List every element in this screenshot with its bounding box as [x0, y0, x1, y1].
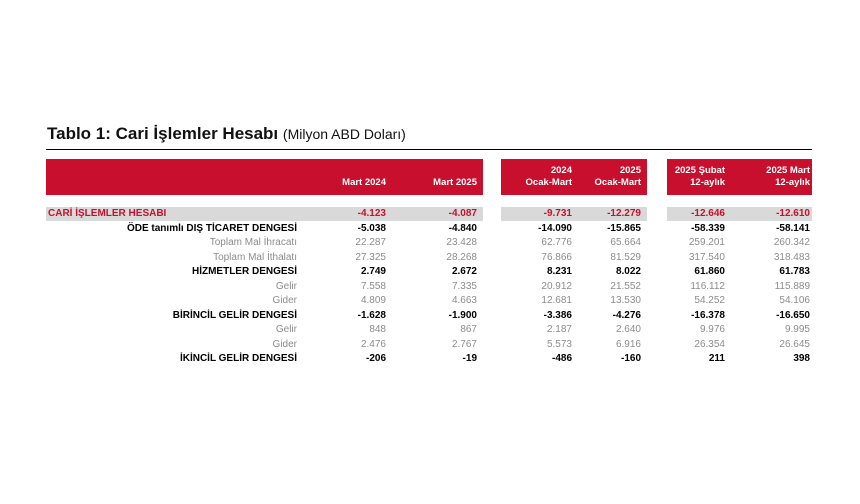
row-value: 2.767 [451, 338, 477, 350]
row-label: Gider [272, 338, 297, 350]
row-value: -14.090 [538, 222, 572, 234]
table-row [0, 207, 860, 221]
row-value: -12.279 [607, 208, 641, 219]
table-row [0, 352, 860, 366]
table-row [0, 236, 860, 250]
column-header-line2: Ocak-Mart [594, 177, 641, 188]
table-title-unit: (Milyon ABD Doları) [282, 126, 406, 142]
table-row [0, 265, 860, 279]
row-value: 12.681 [541, 295, 572, 306]
row-value: 116.112 [690, 280, 725, 292]
row-value: -12.610 [776, 208, 810, 219]
row-value: 26.354 [694, 338, 725, 350]
row-value: -12.646 [691, 208, 725, 219]
row-value: 2.749 [360, 266, 386, 277]
column-header-line2: 12-aylık [775, 177, 810, 188]
row-value: 61.860 [694, 266, 725, 277]
row-value: 22.287 [355, 237, 386, 248]
row-label: Gelir [275, 280, 297, 292]
row-value: 65.664 [610, 237, 641, 248]
row-value: 21.552 [610, 280, 641, 292]
column-header-line1: 2025 Mart [766, 165, 810, 176]
column-header-line1 [296, 165, 386, 177]
row-value: 211 [708, 353, 725, 364]
row-value: -16.378 [691, 309, 725, 321]
column-header-line2: Mart 2024 [342, 177, 386, 188]
row-value: 28.268 [446, 251, 477, 263]
column-header-1 [296, 165, 386, 189]
row-value: -19 [462, 353, 477, 364]
row-value: 9.995 [784, 324, 810, 335]
column-header-5 [635, 165, 725, 189]
row-value: 13.530 [610, 295, 641, 306]
row-value: 867 [460, 324, 477, 335]
row-value: 317.540 [688, 251, 725, 263]
row-value: -206 [365, 353, 386, 364]
row-value: -486 [551, 353, 572, 364]
row-label: İKİNCİL GELİR DENGESİ [179, 353, 297, 364]
row-value: -3.386 [543, 309, 572, 321]
row-value: 9.976 [699, 324, 725, 335]
row-value: -9.731 [543, 208, 572, 219]
row-value: 62.776 [541, 237, 572, 248]
row-value: -16.650 [776, 309, 810, 321]
column-header-line2: 12-aylık [690, 177, 725, 188]
row-label: ÖDE tanımlı DIŞ TİCARET DENGESİ [126, 222, 297, 234]
row-value: -1.900 [448, 309, 477, 321]
row-value: 20.912 [541, 280, 572, 292]
row-value: 6.916 [615, 338, 641, 350]
row-value: 2.476 [360, 338, 386, 350]
table-row [0, 294, 860, 308]
row-value: 8.022 [615, 266, 641, 277]
row-value: 115.889 [774, 280, 810, 292]
row-label: Toplam Mal İhracatı [209, 237, 297, 248]
column-header-line2: Mart 2025 [433, 177, 477, 188]
row-value: 2.187 [546, 324, 572, 335]
row-value: 27.325 [355, 251, 386, 263]
row-value: -4.276 [612, 309, 641, 321]
row-value: 5.573 [546, 338, 572, 350]
row-label: Toplam Mal İthalatı [213, 251, 297, 263]
table-row [0, 251, 860, 265]
column-header-line1 [387, 165, 477, 177]
row-value: 7.335 [451, 280, 477, 292]
row-label: HİZMETLER DENGESİ [191, 266, 297, 277]
table-title-main: Tablo 1: Cari İşlemler Hesabı [47, 124, 279, 143]
row-value: -4.087 [448, 208, 477, 219]
row-value: 259.201 [688, 237, 725, 248]
row-value: 81.529 [610, 251, 641, 263]
row-value: 7.558 [360, 280, 386, 292]
row-value: 2.640 [615, 324, 641, 335]
row-value: 76.866 [541, 251, 572, 263]
row-value: -58.141 [776, 222, 810, 234]
row-value: 848 [369, 324, 386, 335]
column-header-4 [551, 165, 641, 189]
table-title [47, 124, 406, 144]
column-header-6 [720, 165, 810, 189]
row-label: Gelir [275, 324, 297, 335]
row-value: 318.483 [773, 251, 810, 263]
table-row [0, 309, 860, 323]
column-header-line1: 2025 Şubat [674, 165, 725, 176]
row-value: 398 [793, 353, 810, 364]
title-divider [46, 149, 812, 150]
row-value: 8.231 [546, 266, 572, 277]
row-label: CARİ İŞLEMLER HESABI [48, 208, 167, 219]
row-value: -1.628 [357, 309, 386, 321]
table-row [0, 323, 860, 337]
row-value: 61.783 [779, 266, 810, 277]
column-header-line1: 2024 [550, 165, 572, 176]
column-header-line1: 2025 [619, 165, 641, 176]
table-row [0, 338, 860, 352]
row-value: -160 [620, 353, 641, 364]
row-value: -4.840 [448, 222, 477, 234]
row-value: 54.252 [694, 295, 725, 306]
row-value: 26.645 [779, 338, 810, 350]
row-value: 4.663 [451, 295, 477, 306]
row-value: 4.809 [360, 295, 386, 306]
row-label: BİRİNCİL GELİR DENGESİ [172, 309, 297, 321]
row-value: 23.428 [446, 237, 477, 248]
table-row [0, 280, 860, 294]
row-value: -5.038 [357, 222, 386, 234]
row-value: -15.865 [607, 222, 641, 234]
row-label: Gider [272, 295, 297, 306]
column-header-2 [387, 165, 477, 189]
table-row [0, 222, 860, 236]
row-value: 260.342 [773, 237, 810, 248]
row-value: -58.339 [691, 222, 725, 234]
column-header-line2: Ocak-Mart [525, 177, 572, 188]
row-value: -4.123 [357, 208, 386, 219]
row-value: 54.106 [779, 295, 810, 306]
row-value: 2.672 [451, 266, 477, 277]
